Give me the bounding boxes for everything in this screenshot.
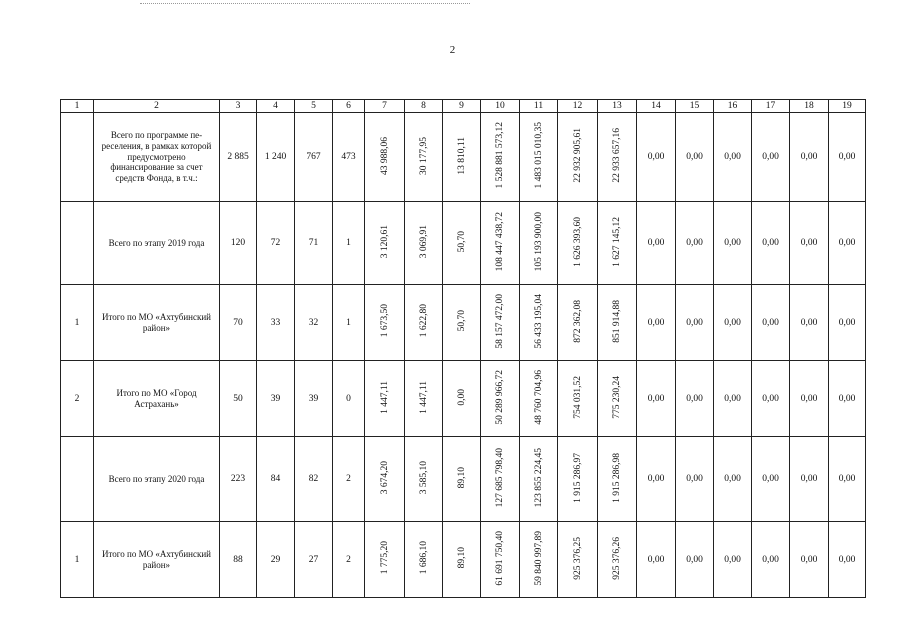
value-cell-c10 (481, 285, 520, 361)
table-row (61, 202, 866, 285)
rotated-value: 0,00 (456, 388, 467, 406)
value-cell-c18: 0,00 (790, 437, 829, 522)
column-number: 3 (220, 100, 257, 113)
rotated-value: 872 362,08 (572, 299, 583, 343)
column-number: 13 (598, 100, 637, 113)
value-cell-c17: 0,00 (752, 437, 790, 522)
value-cell-c6: 0 (333, 361, 365, 437)
value-cell-c7 (365, 285, 405, 361)
table-row (61, 113, 866, 202)
value-cell-c5: 39 (295, 361, 333, 437)
rotated-value: 127 685 798,40 (495, 447, 505, 508)
rotated-value: 775 230,24 (612, 375, 622, 419)
value-cell-c3: 120 (220, 202, 257, 285)
value-cell-c15: 0,00 (676, 202, 714, 285)
column-number: 19 (829, 100, 866, 113)
column-number: 1 (61, 100, 94, 113)
value-cell-c16: 0,00 (714, 437, 752, 522)
top-dotted-rule (140, 3, 470, 4)
value-cell-c5: 32 (295, 285, 333, 361)
rotated-value: 1 528 881 573,12 (495, 122, 505, 189)
rotated-value: 1 915 286,98 (612, 452, 622, 503)
rotated-value: 1 686,10 (418, 541, 429, 575)
rotated-value: 1 483 015 010,35 (533, 122, 544, 189)
value-cell-c19: 0,00 (829, 285, 866, 361)
value-cell-c16: 0,00 (714, 285, 752, 361)
value-cell-c12 (558, 285, 598, 361)
value-cell-c14: 0,00 (637, 202, 676, 285)
column-number: 7 (365, 100, 405, 113)
column-number: 9 (443, 100, 481, 113)
value-cell-c8 (405, 522, 443, 598)
rotated-value: 89,10 (456, 547, 467, 569)
value-cell-c5: 27 (295, 522, 333, 598)
value-cell-c19: 0,00 (829, 361, 866, 437)
rotated-value: 50,70 (456, 310, 467, 332)
rotated-value: 1 447,11 (379, 380, 390, 414)
value-cell-c14: 0,00 (637, 285, 676, 361)
value-cell-c4: 39 (257, 361, 295, 437)
value-cell-c12 (558, 202, 598, 285)
rotated-value: 30 177,95 (418, 136, 429, 175)
value-cell-c15: 0,00 (676, 285, 714, 361)
rotated-value: 1 627 145,12 (612, 216, 622, 267)
rotated-value: 3 674,20 (379, 460, 390, 495)
column-number: 11 (520, 100, 558, 113)
value-cell-c5: 71 (295, 202, 333, 285)
value-cell-c10 (481, 361, 520, 437)
rotated-value: 50 289 966,72 (495, 369, 505, 425)
column-number: 6 (333, 100, 365, 113)
value-cell-c4: 72 (257, 202, 295, 285)
value-cell-c12 (558, 522, 598, 598)
value-cell-c7 (365, 361, 405, 437)
table-row (61, 285, 866, 361)
rotated-value: 1 915 286,97 (572, 452, 583, 503)
value-cell-c14: 0,00 (637, 361, 676, 437)
rotated-value: 3 585,10 (418, 460, 429, 495)
value-cell-c4: 84 (257, 437, 295, 522)
rotated-value: 1 626 393,60 (572, 216, 583, 267)
table-body (61, 100, 866, 598)
row-number-cell (61, 202, 94, 285)
value-cell-c18: 0,00 (790, 113, 829, 202)
table-row (61, 361, 866, 437)
value-cell-c6: 2 (333, 437, 365, 522)
value-cell-c13 (598, 437, 637, 522)
value-cell-c9 (443, 202, 481, 285)
value-cell-c8 (405, 285, 443, 361)
table-row (61, 522, 866, 598)
value-cell-c17: 0,00 (752, 202, 790, 285)
value-cell-c10 (481, 437, 520, 522)
value-cell-c11 (520, 113, 558, 202)
value-cell-c16: 0,00 (714, 361, 752, 437)
row-number-cell: 1 (61, 522, 94, 598)
value-cell-c13 (598, 202, 637, 285)
column-number: 8 (405, 100, 443, 113)
rotated-value: 56 433 195,04 (533, 293, 544, 349)
rotated-value: 22 932 905,61 (572, 128, 583, 183)
rotated-value: 1 622,80 (418, 304, 429, 338)
column-number: 4 (257, 100, 295, 113)
column-number: 15 (676, 100, 714, 113)
value-cell-c18: 0,00 (790, 202, 829, 285)
value-cell-c16: 0,00 (714, 113, 752, 202)
value-cell-c19: 0,00 (829, 113, 866, 202)
value-cell-c11 (520, 361, 558, 437)
value-cell-c8 (405, 361, 443, 437)
rotated-value: 123 855 224,45 (533, 447, 544, 508)
value-cell-c13 (598, 285, 637, 361)
value-cell-c17: 0,00 (752, 522, 790, 598)
value-cell-c15: 0,00 (676, 361, 714, 437)
row-name-cell: Всего по этапу 2020 года (94, 437, 220, 522)
value-cell-c10 (481, 522, 520, 598)
value-cell-c14: 0,00 (637, 522, 676, 598)
value-cell-c13 (598, 361, 637, 437)
value-cell-c10 (481, 113, 520, 202)
value-cell-c15: 0,00 (676, 437, 714, 522)
row-name-cell: Итого по МО «Ахтубинский район» (94, 522, 220, 598)
value-cell-c13 (598, 522, 637, 598)
value-cell-c12 (558, 361, 598, 437)
rotated-value: 754 031,52 (572, 375, 583, 419)
row-number-cell (61, 113, 94, 202)
row-name-cell: Итого по МО «Город Астрахань» (94, 361, 220, 437)
value-cell-c5: 767 (295, 113, 333, 202)
row-number-cell: 2 (61, 361, 94, 437)
rotated-value: 108 447 438,72 (495, 211, 505, 272)
rotated-value: 1 775,20 (379, 541, 390, 575)
value-cell-c17: 0,00 (752, 285, 790, 361)
rotated-value: 851 914,88 (612, 299, 622, 343)
rotated-value: 3 069,91 (418, 224, 429, 259)
value-cell-c9 (443, 285, 481, 361)
row-name-cell: Всего по этапу 2019 года (94, 202, 220, 285)
rotated-value: 13 810,11 (456, 136, 467, 175)
value-cell-c8 (405, 113, 443, 202)
value-cell-c6: 2 (333, 522, 365, 598)
row-number-cell: 1 (61, 285, 94, 361)
value-cell-c3: 50 (220, 361, 257, 437)
rotated-value: 58 157 472,00 (495, 293, 505, 349)
value-cell-c9 (443, 361, 481, 437)
table-row (61, 437, 866, 522)
value-cell-c6: 1 (333, 202, 365, 285)
value-cell-c3: 70 (220, 285, 257, 361)
column-number: 16 (714, 100, 752, 113)
value-cell-c3: 2 885 (220, 113, 257, 202)
rotated-value: 48 760 704,96 (533, 369, 544, 425)
column-number: 2 (94, 100, 220, 113)
value-cell-c19: 0,00 (829, 522, 866, 598)
value-cell-c8 (405, 202, 443, 285)
value-cell-c11 (520, 285, 558, 361)
value-cell-c6: 473 (333, 113, 365, 202)
value-cell-c9 (443, 522, 481, 598)
value-cell-c14: 0,00 (637, 113, 676, 202)
value-cell-c14: 0,00 (637, 437, 676, 522)
rotated-value: 43 988,06 (379, 136, 390, 175)
value-cell-c12 (558, 437, 598, 522)
value-cell-c7 (365, 437, 405, 522)
value-cell-c4: 1 240 (257, 113, 295, 202)
value-cell-c4: 33 (257, 285, 295, 361)
value-cell-c7 (365, 522, 405, 598)
column-number: 14 (637, 100, 676, 113)
value-cell-c12 (558, 113, 598, 202)
value-cell-c13 (598, 113, 637, 202)
value-cell-c6: 1 (333, 285, 365, 361)
rotated-value: 1 447,11 (418, 380, 429, 414)
value-cell-c8 (405, 437, 443, 522)
value-cell-c9 (443, 437, 481, 522)
rotated-value: 61 691 750,40 (495, 530, 505, 586)
rotated-value: 89,10 (456, 466, 467, 489)
resettlement-table (60, 99, 866, 598)
rotated-value: 3 120,61 (379, 224, 390, 259)
column-number: 10 (481, 100, 520, 113)
value-cell-c19: 0,00 (829, 202, 866, 285)
rotated-value: 50,70 (456, 230, 467, 253)
row-number-cell (61, 437, 94, 522)
column-number: 18 (790, 100, 829, 113)
value-cell-c7 (365, 113, 405, 202)
value-cell-c7 (365, 202, 405, 285)
rotated-value: 1 673,50 (379, 304, 390, 338)
rotated-value: 59 840 997,89 (533, 530, 544, 586)
value-cell-c18: 0,00 (790, 361, 829, 437)
value-cell-c3: 88 (220, 522, 257, 598)
value-cell-c18: 0,00 (790, 285, 829, 361)
value-cell-c17: 0,00 (752, 361, 790, 437)
value-cell-c17: 0,00 (752, 113, 790, 202)
value-cell-c16: 0,00 (714, 522, 752, 598)
value-cell-c15: 0,00 (676, 113, 714, 202)
value-cell-c19: 0,00 (829, 437, 866, 522)
rotated-value: 925 376,25 (572, 536, 583, 580)
column-number: 5 (295, 100, 333, 113)
value-cell-c11 (520, 437, 558, 522)
value-cell-c16: 0,00 (714, 202, 752, 285)
rotated-value: 925 376,26 (612, 536, 622, 580)
value-cell-c11 (520, 522, 558, 598)
row-name-cell: Итого по МО «Ахтубинский район» (94, 285, 220, 361)
value-cell-c10 (481, 202, 520, 285)
rotated-value: 22 933 657,16 (612, 128, 622, 183)
column-number: 12 (558, 100, 598, 113)
value-cell-c9 (443, 113, 481, 202)
value-cell-c3: 223 (220, 437, 257, 522)
value-cell-c4: 29 (257, 522, 295, 598)
value-cell-c11 (520, 202, 558, 285)
value-cell-c15: 0,00 (676, 522, 714, 598)
page-number: 2 (449, 44, 456, 56)
column-number: 17 (752, 100, 790, 113)
value-cell-c18: 0,00 (790, 522, 829, 598)
column-number-row (61, 100, 866, 113)
rotated-value: 105 193 900,00 (533, 211, 544, 272)
row-name-cell: Всего по программе переселения, в рамках которой предусмотрено финансирование за счет средств Фонда, в т.ч.: (94, 113, 220, 202)
value-cell-c5: 82 (295, 437, 333, 522)
